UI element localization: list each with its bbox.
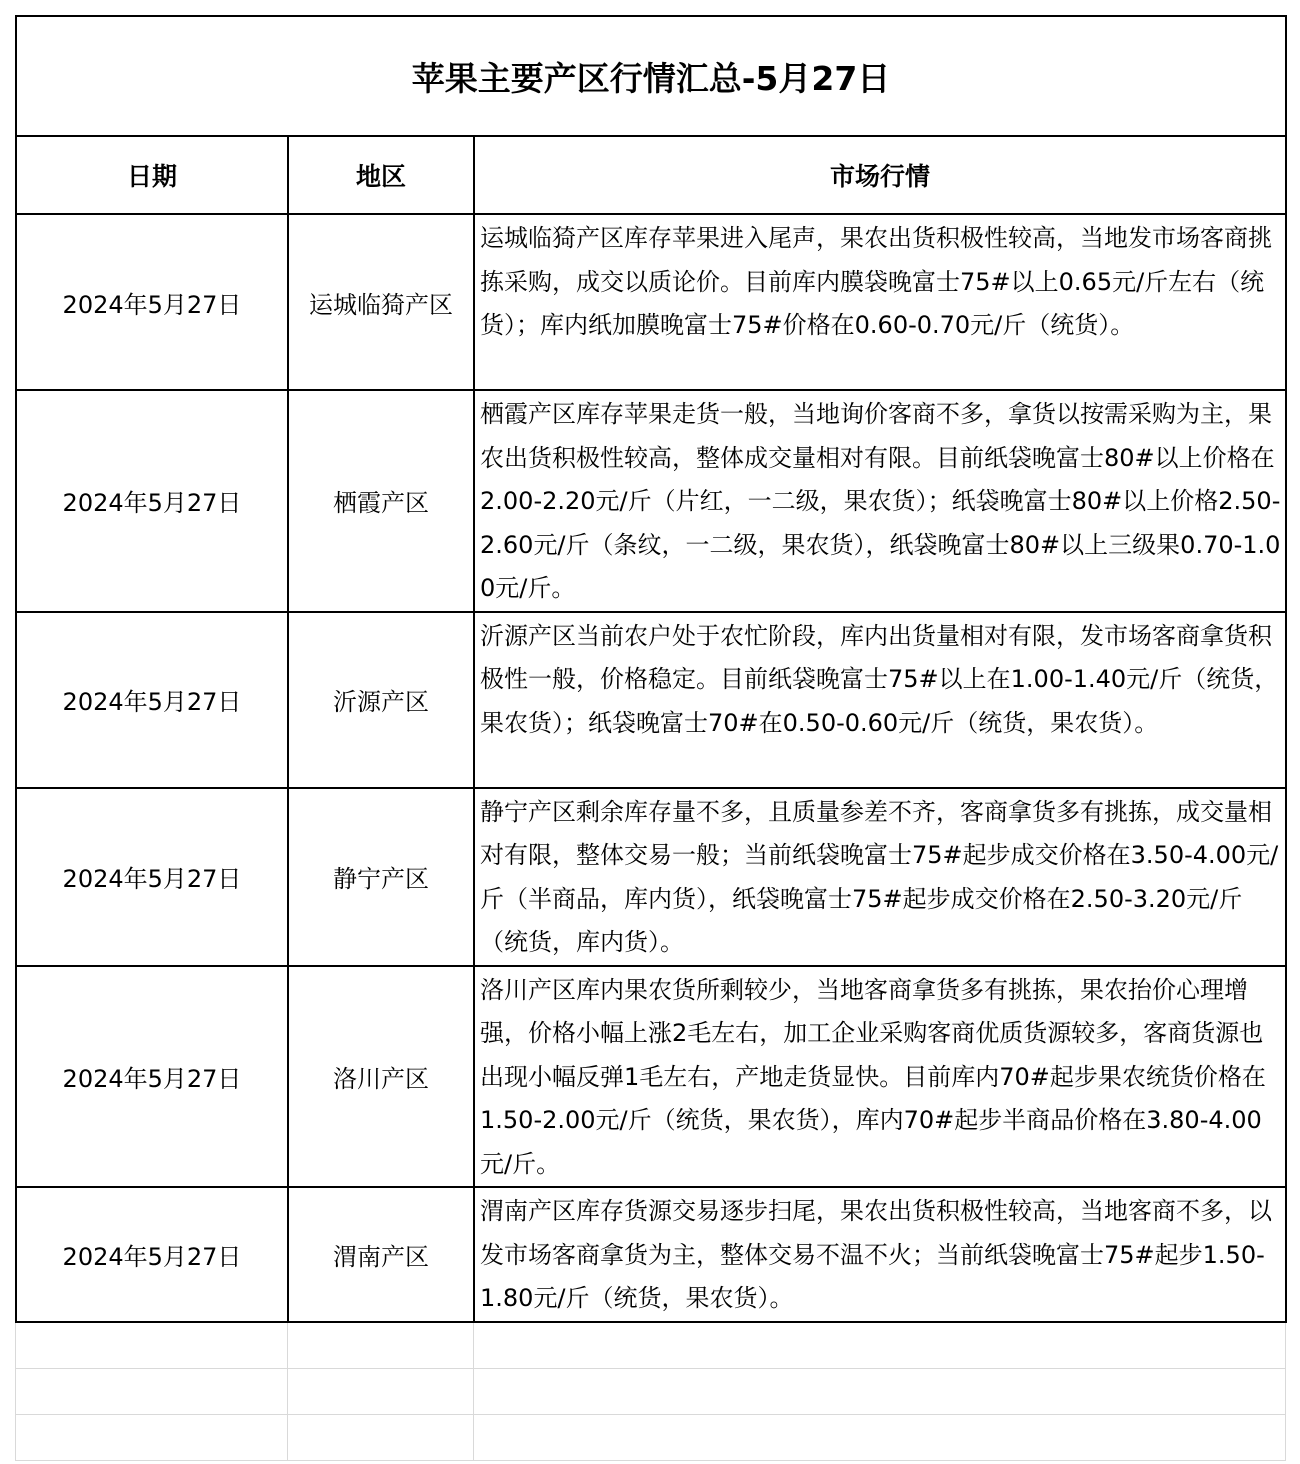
market-summary-table [15,15,1287,1323]
empty-cell[interactable] [474,1414,1286,1460]
market-cell[interactable]: 洛川产区库内果农货所剩较少，当地客商拿货多有挑拣，果农抬价心理增强，价格小幅上涨2毛左右，加工企业采购客商优质货源较多，客商货源也出现小幅反弹1毛左右，产地走货显快。目前库内70#起步果农统货价格在1.50-2.00元/斤（统货，果农货），库内70#起步半商品价格在3.80-4.00元/斤。 [474,966,1286,1188]
date-cell[interactable]: 2024年5月27日 [16,788,288,966]
market-cell[interactable]: 运城临猗产区库存苹果进入尾声，果农出货积极性较高，当地发市场客商挑拣采购，成交以质论价。目前库内膜袋晚富士75#以上0.65元/斤左右（统货）；库内纸加膜晚富士75#价格在0.60-0.70元/斤（统货）。 [474,214,1286,390]
empty-cell[interactable] [288,1323,474,1369]
market-cell[interactable]: 沂源产区当前农户处于农忙阶段，库内出货量相对有限，发市场客商拿货积极性一般，价格稳定。目前纸袋晚富士75#以上在1.00-1.40元/斤（统货，果农货）；纸袋晚富士70#在0.50-0.60元/斤（统货，果农货）。 [474,612,1286,788]
empty-cell[interactable] [16,1368,288,1414]
empty-cell[interactable] [16,1414,288,1460]
header-region[interactable]: 地区 [288,136,474,214]
table-row [16,966,1286,1188]
region-cell[interactable]: 运城临猗产区 [288,214,474,390]
market-cell[interactable]: 静宁产区剩余库存量不多，且质量参差不齐，客商拿货多有挑拣，成交量相对有限，整体交易一般；当前纸袋晚富士75#起步成交价格在3.50-4.00元/斤（半商品，库内货），纸袋晚富士75#起步成交价格在2.50-3.20元/斤（统货，库内货）。 [474,788,1286,966]
date-cell[interactable]: 2024年5月27日 [16,966,288,1188]
date-cell[interactable]: 2024年5月27日 [16,1187,288,1322]
date-cell[interactable]: 2024年5月27日 [16,214,288,390]
header-market[interactable]: 市场行情 [474,136,1286,214]
empty-cell[interactable] [16,1323,288,1369]
date-cell[interactable]: 2024年5月27日 [16,390,288,612]
region-cell[interactable]: 洛川产区 [288,966,474,1188]
table-row [16,612,1286,788]
header-row [16,136,1286,214]
header-date[interactable]: 日期 [16,136,288,214]
market-cell[interactable]: 渭南产区库存货源交易逐步扫尾，果农出货积极性较高，当地客商不多，以发市场客商拿货为主，整体交易不温不火；当前纸袋晚富士75#起步1.50-1.80元/斤（统货，果农货）。 [474,1187,1286,1322]
empty-grid [15,1323,1286,1461]
table-row [16,390,1286,612]
title-row [16,16,1286,136]
empty-cell[interactable] [474,1323,1286,1369]
empty-row [16,1323,1286,1369]
market-cell[interactable]: 栖霞产区库存苹果走货一般，当地询价客商不多，拿货以按需采购为主，果农出货积极性较高，整体成交量相对有限。目前纸袋晚富士80#以上价格在2.00-2.20元/斤（片红，一二级，果农货）；纸袋晚富士80#以上价格2.50-2.60元/斤（条纹，一二级，果农货），纸袋晚富士80#以上三级果0.70-1.00元/斤。 [474,390,1286,612]
table-row [16,214,1286,390]
region-cell[interactable]: 渭南产区 [288,1187,474,1322]
region-cell[interactable]: 栖霞产区 [288,390,474,612]
empty-row [16,1368,1286,1414]
empty-cell[interactable] [288,1368,474,1414]
empty-row [16,1414,1286,1460]
table-row [16,1187,1286,1322]
table-title[interactable]: 苹果主要产区行情汇总-5月27日 [16,16,1286,136]
empty-cell[interactable] [474,1368,1286,1414]
spreadsheet [15,15,1285,1461]
region-cell[interactable]: 静宁产区 [288,788,474,966]
date-cell[interactable]: 2024年5月27日 [16,612,288,788]
region-cell[interactable]: 沂源产区 [288,612,474,788]
table-row [16,788,1286,966]
empty-cell[interactable] [288,1414,474,1460]
